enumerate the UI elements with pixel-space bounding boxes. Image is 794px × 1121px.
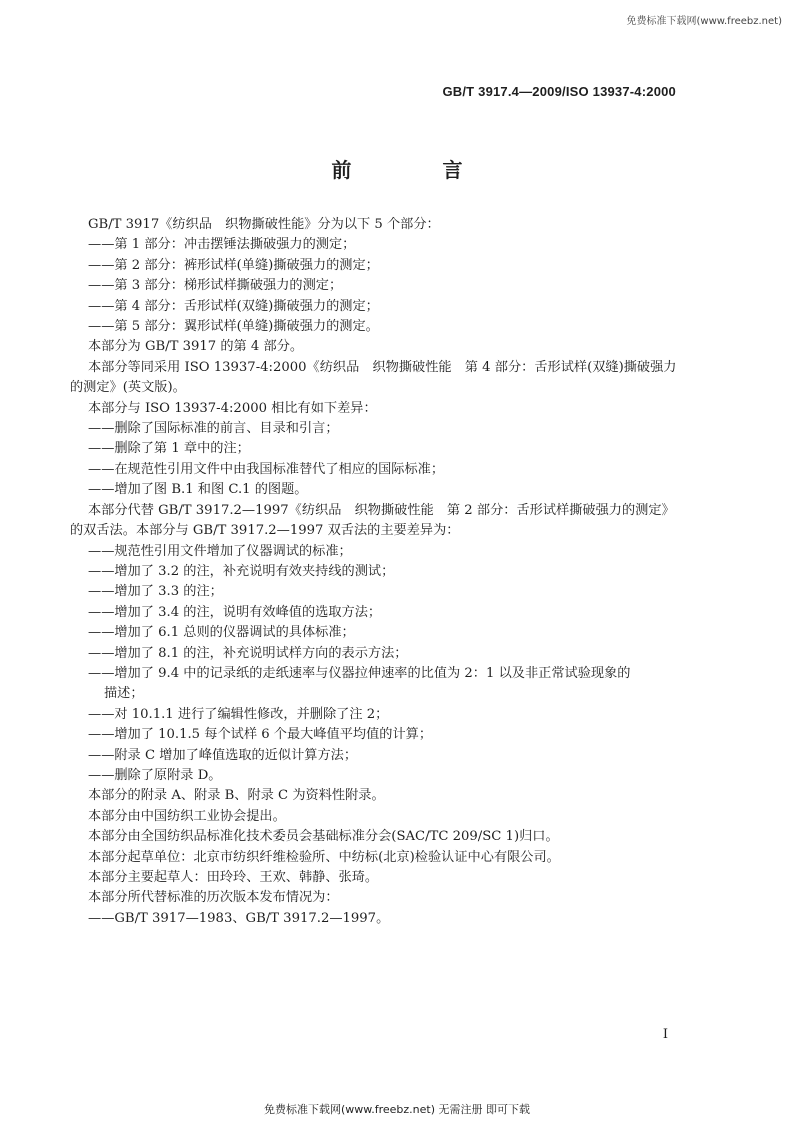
- list-item-line: ——第 5 部分：翼形试样(单缝)撕破强力的测定。: [88, 319, 379, 335]
- list-item-line: ——第 4 部分：舌形试样(双缝)撕破强力的测定；: [88, 298, 379, 314]
- paragraph-line: 本部分由全国纺织品标准化技术委员会基础标准分会(SAC/TC 209/SC 1)归口。: [88, 829, 559, 845]
- paragraph-line: 本部分为 GB/T 3917 的第 4 部分。: [88, 339, 304, 355]
- list-item-line: ——第 3 部分：梯形试样撕破强力的测定；: [88, 278, 343, 294]
- list-item-line: ——规范性引用文件增加了仪器调试的标准；: [88, 543, 352, 559]
- list-item-line: ——GB/T 3917—1983、GB/T 3917.2—1997。: [88, 910, 390, 926]
- list-item-line: ——第 1 部分：冲击摆锤法撕破强力的测定；: [88, 237, 356, 253]
- list-item-line: ——增加了 8.1 的注，补充说明试样方向的表示方法；: [88, 645, 408, 661]
- paragraph-line: 的测定》(英文版)。: [70, 380, 186, 396]
- list-item-line: ——第 2 部分：裤形试样(单缝)撕破强力的测定；: [88, 257, 379, 273]
- list-item-line: ——增加了 10.1.5 每个试样 6 个最大峰值平均值的计算；: [88, 727, 433, 743]
- paragraph-line: 本部分由中国纺织工业协会提出。: [88, 808, 286, 824]
- foreword-body: [70, 215, 690, 929]
- list-item-line: ——对 10.1.1 进行了编辑性修改，并删除了注 2；: [88, 706, 389, 722]
- list-item-line: ——增加了 3.3 的注；: [88, 584, 223, 600]
- list-item-line: ——增加了 3.4 的注，说明有效峰值的选取方法；: [88, 604, 382, 620]
- paragraph-line: 本部分等同采用 ISO 13937-4:2000《纺织品 织物撕破性能 第 4 部分：舌形试样(双缝)撕破强力: [88, 359, 677, 375]
- list-item-line: ——删除了第 1 章中的注；: [88, 441, 250, 457]
- list-item-line: ——删除了原附录 D。: [88, 767, 222, 783]
- list-item-line: 描述；: [104, 686, 144, 702]
- paragraph-line: 本部分的附录 A、附录 B、附录 C 为资料性附录。: [88, 788, 385, 804]
- watermark-top: 免费标准下载网(www.freebz.net): [626, 16, 782, 27]
- paragraph-line: 本部分主要起草人：田玲玲、王欢、韩静、张琦。: [88, 870, 379, 885]
- page-title: 前 言: [331, 158, 505, 182]
- list-item-line: ——增加了 6.1 总则的仪器调试的具体标准；: [88, 625, 355, 641]
- paragraph-line: 本部分与 ISO 13937-4:2000 相比有如下差异：: [88, 400, 377, 416]
- paragraph-line: 本部分起草单位：北京市纺织纤维检验所、中纺标(北京)检验认证中心有限公司。: [88, 849, 560, 865]
- paragraph-line: 的双舌法。本部分与 GB/T 3917.2—1997 双舌法的主要差异为：: [70, 523, 460, 539]
- page-number: I: [662, 1027, 668, 1042]
- list-item-line: ——删除了国际标准的前言、目录和引言；: [88, 421, 339, 437]
- paragraph-line: 本部分所代替标准的历次版本发布情况为：: [88, 890, 339, 906]
- standard-number: GB/T 3917.4—2009/ISO 13937-4:2000: [442, 84, 676, 99]
- watermark-bottom: 免费标准下载网(www.freebz.net) 无需注册 即可下载: [263, 1103, 531, 1116]
- list-item-line: ——增加了 3.2 的注，补充说明有效夹持线的测试；: [88, 563, 395, 579]
- list-item-line: ——在规范性引用文件中由我国标准替代了相应的国际标准；: [88, 461, 445, 477]
- list-item-line: ——增加了图 B.1 和图 C.1 的图题。: [88, 482, 308, 498]
- paragraph-line: GB/T 3917《纺织品 织物撕破性能》分为以下 5 个部分：: [88, 217, 440, 232]
- list-item-line: ——增加了 9.4 中的记录纸的走纸速率与仪器拉伸速率的比值为 2：1 以及非正常试验现象的: [88, 665, 631, 681]
- list-item-line: ——附录 C 增加了峰值选取的近似计算方法；: [88, 747, 358, 763]
- paragraph-line: 本部分代替 GB/T 3917.2—1997《纺织品 织物撕破性能 第 2 部分：舌形试样撕破强力的测定》: [88, 502, 675, 518]
